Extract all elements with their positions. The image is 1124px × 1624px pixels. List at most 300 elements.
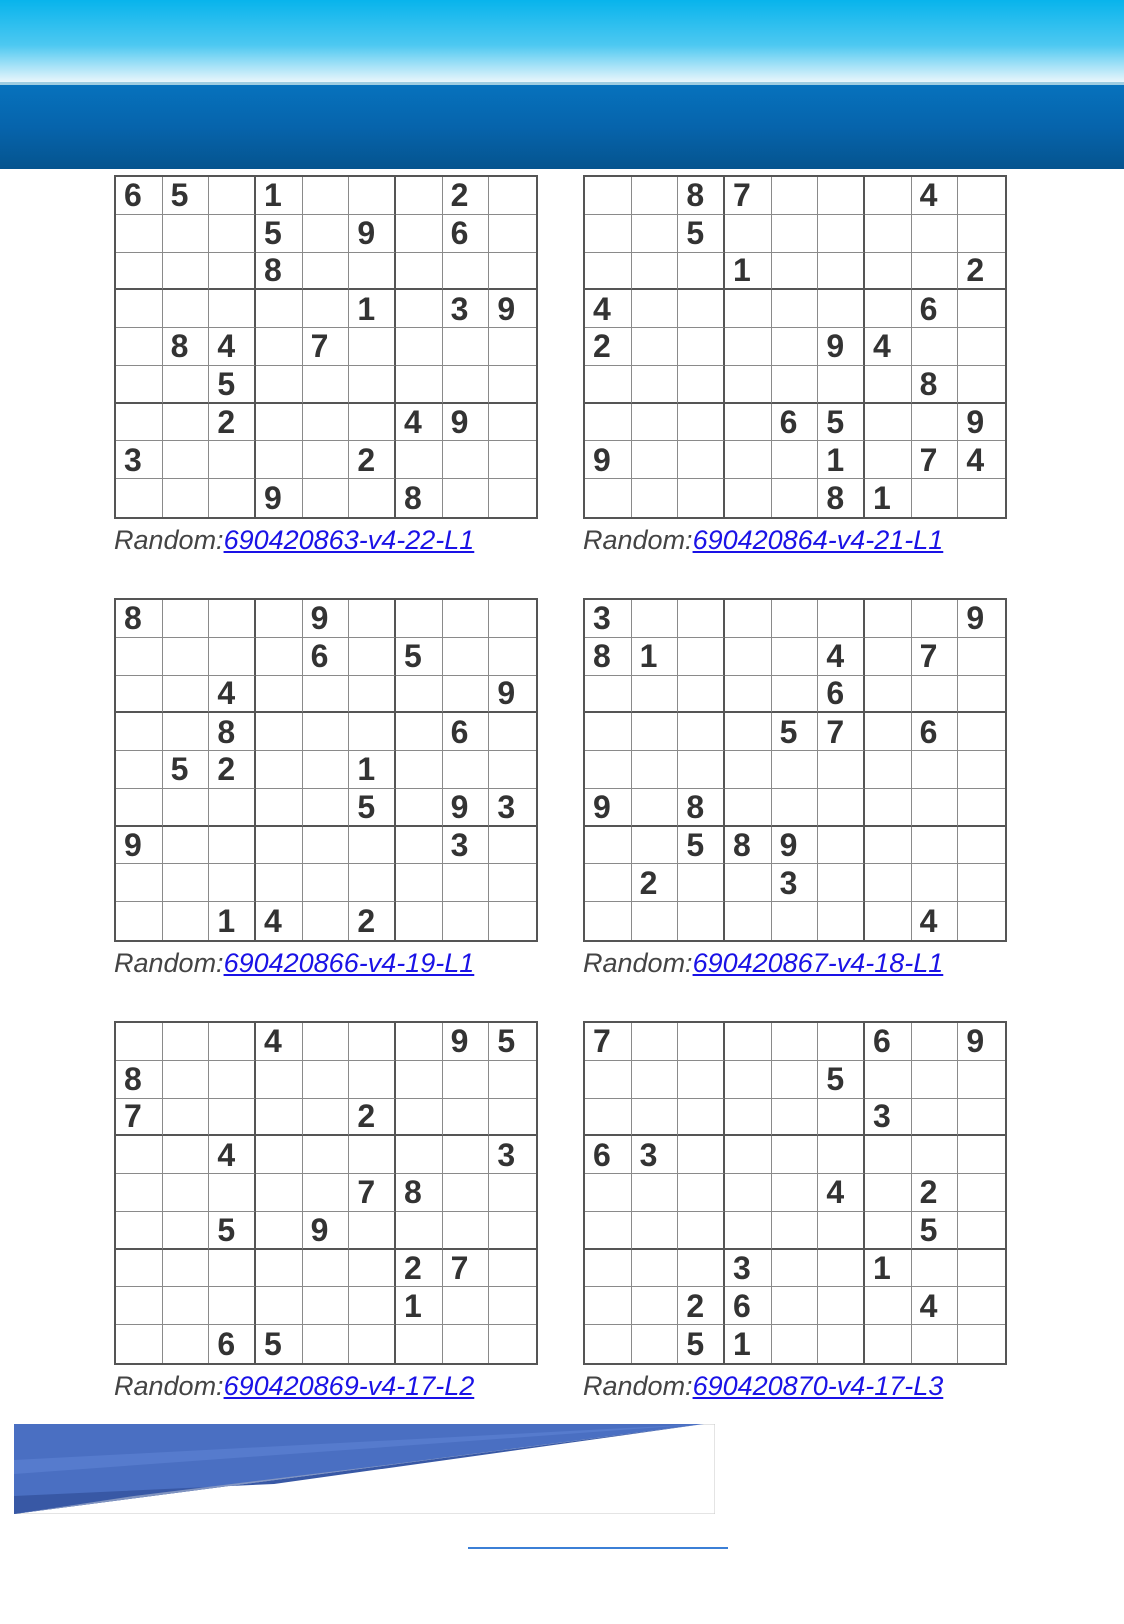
sudoku-cell: 9 [443,1023,490,1061]
sudoku-cell [958,638,1005,676]
sudoku-cell [632,404,679,442]
sudoku-cell [163,1325,210,1363]
sudoku-cell [912,1023,959,1061]
sudoku-cell [585,713,632,751]
sudoku-cell [349,177,396,215]
sudoku-cell [958,215,1005,253]
sudoku-cell [256,638,303,676]
sudoku-cell [632,1212,679,1250]
sudoku-cell [912,789,959,827]
sudoku-cell [303,366,350,404]
sudoku-cell [116,902,163,940]
sudoku-cell [725,290,772,328]
sudoku-cell [865,177,912,215]
sudoku-cell [865,1136,912,1174]
sudoku-cell [163,676,210,714]
sudoku-cell [912,1099,959,1137]
sudoku-cell: 8 [116,600,163,638]
sudoku-cell [489,1174,536,1212]
sudoku-cell: 9 [958,1023,1005,1061]
sudoku-cell [443,328,490,366]
sudoku-cell: 4 [912,177,959,215]
sudoku-cell [958,1174,1005,1212]
sudoku-cell: 6 [443,713,490,751]
sudoku-cell: 6 [209,1325,256,1363]
sudoku-cell [958,1287,1005,1325]
sudoku-cell [303,215,350,253]
sudoku-cell: 3 [772,864,819,902]
sudoku-cell: 9 [349,215,396,253]
caption-label: Random: [114,1371,224,1401]
sudoku-cell [958,827,1005,865]
sudoku-cell: 9 [818,328,865,366]
sudoku-cell: 7 [443,1250,490,1288]
sudoku-cell [818,1212,865,1250]
sudoku-cell [116,789,163,827]
sudoku-cell [585,1287,632,1325]
sudoku-cell [585,1061,632,1099]
sudoku-cell [818,1325,865,1363]
sudoku-cell: 9 [585,789,632,827]
sudoku-cell [256,1250,303,1288]
sudoku-cell: 2 [585,328,632,366]
sudoku-puzzle [583,1021,1007,1402]
sudoku-cell [209,441,256,479]
sudoku-cell: 4 [912,902,959,940]
sudoku-cell [396,864,443,902]
sudoku-cell [632,215,679,253]
sudoku-cell [678,864,725,902]
sudoku-cell [256,328,303,366]
sudoku-cell [632,789,679,827]
sudoku-cell [865,751,912,789]
caption-label: Random: [583,948,693,978]
sudoku-cell [443,441,490,479]
sudoku-cell [678,902,725,940]
sudoku-cell [585,1325,632,1363]
sudoku-cell: 6 [772,404,819,442]
sudoku-cell [678,600,725,638]
sudoku-cell: 3 [632,1136,679,1174]
sudoku-cell [489,215,536,253]
sudoku-cell [303,902,350,940]
sudoku-cell [396,676,443,714]
puzzle-id-link[interactable]: 690420870-v4-17-L3 [692,1371,944,1401]
sudoku-cell [163,827,210,865]
sudoku-cell [912,1250,959,1288]
sudoku-cell: 5 [256,215,303,253]
sudoku-cell [256,789,303,827]
sudoku-cell [443,638,490,676]
sudoku-cell [443,751,490,789]
sudoku-cell: 2 [209,751,256,789]
sudoku-cell [163,864,210,902]
page-header-banner [0,0,1124,170]
sudoku-cell: 6 [912,290,959,328]
sudoku-cell [349,864,396,902]
sudoku-cell: 1 [349,751,396,789]
sudoku-cell: 5 [818,1061,865,1099]
sudoku-cell [865,600,912,638]
sudoku-cell [209,479,256,517]
sudoku-cell [772,290,819,328]
sudoku-cell [912,864,959,902]
sudoku-cell [678,404,725,442]
sudoku-cell [678,366,725,404]
sudoku-cell [632,253,679,291]
sudoku-cell [443,902,490,940]
sudoku-cell [116,713,163,751]
sudoku-cell: 5 [163,177,210,215]
sudoku-cell: 1 [865,479,912,517]
sudoku-cell [865,676,912,714]
sudoku-grid [114,1021,538,1365]
sudoku-cell [349,1250,396,1288]
sudoku-cell [865,253,912,291]
sudoku-cell [632,441,679,479]
sudoku-cell [772,479,819,517]
sudoku-cell [772,638,819,676]
sudoku-cell: 1 [349,290,396,328]
puzzle-caption [114,1371,538,1402]
sudoku-cell [303,864,350,902]
sudoku-cell: 2 [396,1250,443,1288]
sudoku-cell: 8 [256,253,303,291]
sudoku-cell [303,1174,350,1212]
puzzle-caption [114,948,538,979]
sudoku-cell [725,404,772,442]
sudoku-cell [958,1061,1005,1099]
sudoku-grid [114,175,538,519]
sudoku-cell [303,1061,350,1099]
sudoku-cell: 8 [396,479,443,517]
sudoku-cell [585,215,632,253]
puzzle-caption [583,1371,1007,1402]
sudoku-cell [678,479,725,517]
sudoku-cell: 9 [958,404,1005,442]
sudoku-cell [725,676,772,714]
sudoku-cell [678,441,725,479]
sudoku-cell [163,1099,210,1137]
sudoku-cell [632,1023,679,1061]
sudoku-cell [443,1099,490,1137]
sudoku-cell [209,1174,256,1212]
sudoku-cell: 7 [912,638,959,676]
sudoku-cell: 2 [443,177,490,215]
sudoku-cell [585,1250,632,1288]
sudoku-cell [256,404,303,442]
sudoku-cell: 4 [865,328,912,366]
sudoku-cell [958,789,1005,827]
sudoku-cell: 2 [678,1287,725,1325]
sudoku-cell [632,1325,679,1363]
sudoku-cell [349,366,396,404]
sudoku-cell: 9 [585,441,632,479]
sudoku-cell [725,600,772,638]
sudoku-cell [818,789,865,827]
sudoku-cell [209,1023,256,1061]
sudoku-cell [489,1212,536,1250]
sudoku-cell: 7 [818,713,865,751]
sudoku-cell: 6 [585,1136,632,1174]
sudoku-cell: 8 [725,827,772,865]
sudoku-cell [489,1325,536,1363]
sudoku-cell [489,864,536,902]
caption-label: Random: [583,1371,693,1401]
puzzle-id-link[interactable]: 690420866-v4-19-L1 [223,948,475,978]
sudoku-cell [678,253,725,291]
sudoku-cell [396,1099,443,1137]
sudoku-cell [958,676,1005,714]
sudoku-cell [443,1287,490,1325]
sudoku-cell [163,600,210,638]
sudoku-cell [209,600,256,638]
sudoku-cell: 1 [818,441,865,479]
sudoku-cell [489,1287,536,1325]
sudoku-cell [163,441,210,479]
sudoku-cell [396,902,443,940]
sudoku-cell: 6 [116,177,163,215]
sudoku-cell: 5 [396,638,443,676]
sudoku-cell [163,1136,210,1174]
sudoku-cell [396,600,443,638]
sudoku-cell [209,1250,256,1288]
sudoku-cell [912,1061,959,1099]
sudoku-cell [489,404,536,442]
sudoku-cell [396,290,443,328]
sudoku-cell [349,638,396,676]
sudoku-cell [303,1136,350,1174]
sudoku-cell [725,479,772,517]
sudoku-cell [116,366,163,404]
sudoku-cell: 3 [725,1250,772,1288]
sudoku-cell [632,713,679,751]
sudoku-cell [116,479,163,517]
header-top-band [0,0,1124,82]
sudoku-cell [303,177,350,215]
sudoku-cell: 5 [349,789,396,827]
sudoku-cell [443,1061,490,1099]
sudoku-cell [585,902,632,940]
sudoku-cell [163,1287,210,1325]
sudoku-cell: 4 [818,1174,865,1212]
sudoku-cell [396,789,443,827]
sudoku-cell [772,789,819,827]
sudoku-cell: 4 [209,328,256,366]
sudoku-cell: 3 [489,789,536,827]
sudoku-cell [632,902,679,940]
sudoku-cell [772,177,819,215]
sudoku-cell [396,827,443,865]
sudoku-cell [163,1023,210,1061]
sudoku-cell [958,328,1005,366]
sudoku-cell [585,404,632,442]
sudoku-cell [912,600,959,638]
puzzle-caption [583,948,1007,979]
sudoku-cell [116,676,163,714]
sudoku-cell [725,215,772,253]
sudoku-cell [818,1250,865,1288]
sudoku-cell [256,1136,303,1174]
puzzle-id-link[interactable]: 690420869-v4-17-L2 [223,1371,475,1401]
sudoku-cell: 3 [443,290,490,328]
sudoku-cell [209,1061,256,1099]
sudoku-cell [818,902,865,940]
sudoku-cell: 5 [912,1212,959,1250]
sudoku-cell: 3 [585,600,632,638]
sudoku-cell: 9 [443,789,490,827]
sudoku-cell [865,1212,912,1250]
sudoku-cell [443,1174,490,1212]
sudoku-cell: 9 [303,600,350,638]
sudoku-cell [678,751,725,789]
sudoku-cell: 9 [116,827,163,865]
sudoku-cell [443,479,490,517]
sudoku-cell [303,827,350,865]
sudoku-cell [163,290,210,328]
sudoku-cell [585,253,632,291]
sudoku-cell: 2 [958,253,1005,291]
sudoku-cell [632,676,679,714]
sudoku-cell: 3 [443,827,490,865]
sudoku-cell [772,676,819,714]
sudoku-cell [256,1174,303,1212]
sudoku-cell [443,864,490,902]
sudoku-cell: 2 [912,1174,959,1212]
sudoku-cell [489,638,536,676]
sudoku-cell [818,1287,865,1325]
sudoku-cell [489,1061,536,1099]
sudoku-cell [489,479,536,517]
sudoku-cell [725,789,772,827]
puzzle-id-link[interactable]: 690420864-v4-21-L1 [692,525,944,555]
sudoku-cell: 7 [725,177,772,215]
sudoku-cell: 5 [772,713,819,751]
sudoku-cell [396,366,443,404]
sudoku-cell [585,479,632,517]
sudoku-cell [303,1099,350,1137]
sudoku-cell [163,713,210,751]
sudoku-cell: 1 [865,1250,912,1288]
sudoku-cell [632,1061,679,1099]
sudoku-cell: 5 [678,827,725,865]
sudoku-cell: 1 [396,1287,443,1325]
sudoku-cell [256,1212,303,1250]
sudoku-cell [489,253,536,291]
sudoku-cell [678,1212,725,1250]
sudoku-cell [865,1325,912,1363]
sudoku-cell: 4 [209,676,256,714]
sudoku-cell: 2 [209,404,256,442]
sudoku-cell: 4 [256,1023,303,1061]
sudoku-cell: 4 [209,1136,256,1174]
sudoku-cell [116,638,163,676]
sudoku-cell [209,864,256,902]
sudoku-grid [583,598,1007,942]
sudoku-cell [632,366,679,404]
sudoku-cell: 8 [209,713,256,751]
sudoku-cell [116,864,163,902]
sudoku-cell [396,713,443,751]
sudoku-cell [303,290,350,328]
sudoku-cell: 5 [678,215,725,253]
sudoku-cell [585,751,632,789]
sudoku-cell [303,751,350,789]
sudoku-cell [303,713,350,751]
puzzle-caption [114,525,538,556]
sudoku-cell: 6 [912,713,959,751]
sudoku-cell: 8 [585,638,632,676]
sudoku-cell [912,215,959,253]
sudoku-cell [772,1174,819,1212]
sudoku-cell [725,1061,772,1099]
sudoku-cell: 7 [912,441,959,479]
sudoku-cell [632,1287,679,1325]
caption-label: Random: [114,525,224,555]
sudoku-cell [678,328,725,366]
sudoku-cell [209,253,256,291]
sudoku-cell [865,789,912,827]
sudoku-cell [489,328,536,366]
sudoku-cell [725,864,772,902]
sudoku-cell [772,600,819,638]
sudoku-cell [632,600,679,638]
puzzle-id-link[interactable]: 690420863-v4-22-L1 [223,525,475,555]
sudoku-cell [116,215,163,253]
sudoku-cell [349,1023,396,1061]
sudoku-cell [772,1136,819,1174]
sudoku-cell: 8 [396,1174,443,1212]
sudoku-cell: 5 [163,751,210,789]
sudoku-cell: 5 [678,1325,725,1363]
sudoku-cell: 7 [585,1023,632,1061]
sudoku-cell: 7 [303,328,350,366]
sudoku-cell [632,1250,679,1288]
sudoku-cell [349,479,396,517]
sudoku-cell [958,1250,1005,1288]
sudoku-cell [303,479,350,517]
sudoku-cell: 9 [772,827,819,865]
footer-banner [14,1424,715,1514]
sudoku-cell [678,638,725,676]
sudoku-grid [114,598,538,942]
sudoku-cell [585,1099,632,1137]
sudoku-cell: 3 [865,1099,912,1137]
sudoku-cell [772,328,819,366]
sudoku-cell [443,253,490,291]
sudoku-cell [585,1174,632,1212]
sudoku-cell [256,1061,303,1099]
sudoku-cell [396,215,443,253]
sudoku-cell: 8 [163,328,210,366]
sudoku-cell [912,751,959,789]
sudoku-cell [958,290,1005,328]
sudoku-cell [958,751,1005,789]
sudoku-cell [865,404,912,442]
sudoku-cell [163,479,210,517]
sudoku-cell: 2 [349,1099,396,1137]
footer-link-underline [468,1547,728,1549]
sudoku-cell [912,827,959,865]
puzzle-id-link[interactable]: 690420867-v4-18-L1 [692,948,944,978]
sudoku-cell [772,1287,819,1325]
sudoku-cell [678,1023,725,1061]
sudoku-cell [632,177,679,215]
sudoku-cell [725,328,772,366]
sudoku-cell [116,1250,163,1288]
sudoku-cell [209,215,256,253]
sudoku-cell [678,1136,725,1174]
